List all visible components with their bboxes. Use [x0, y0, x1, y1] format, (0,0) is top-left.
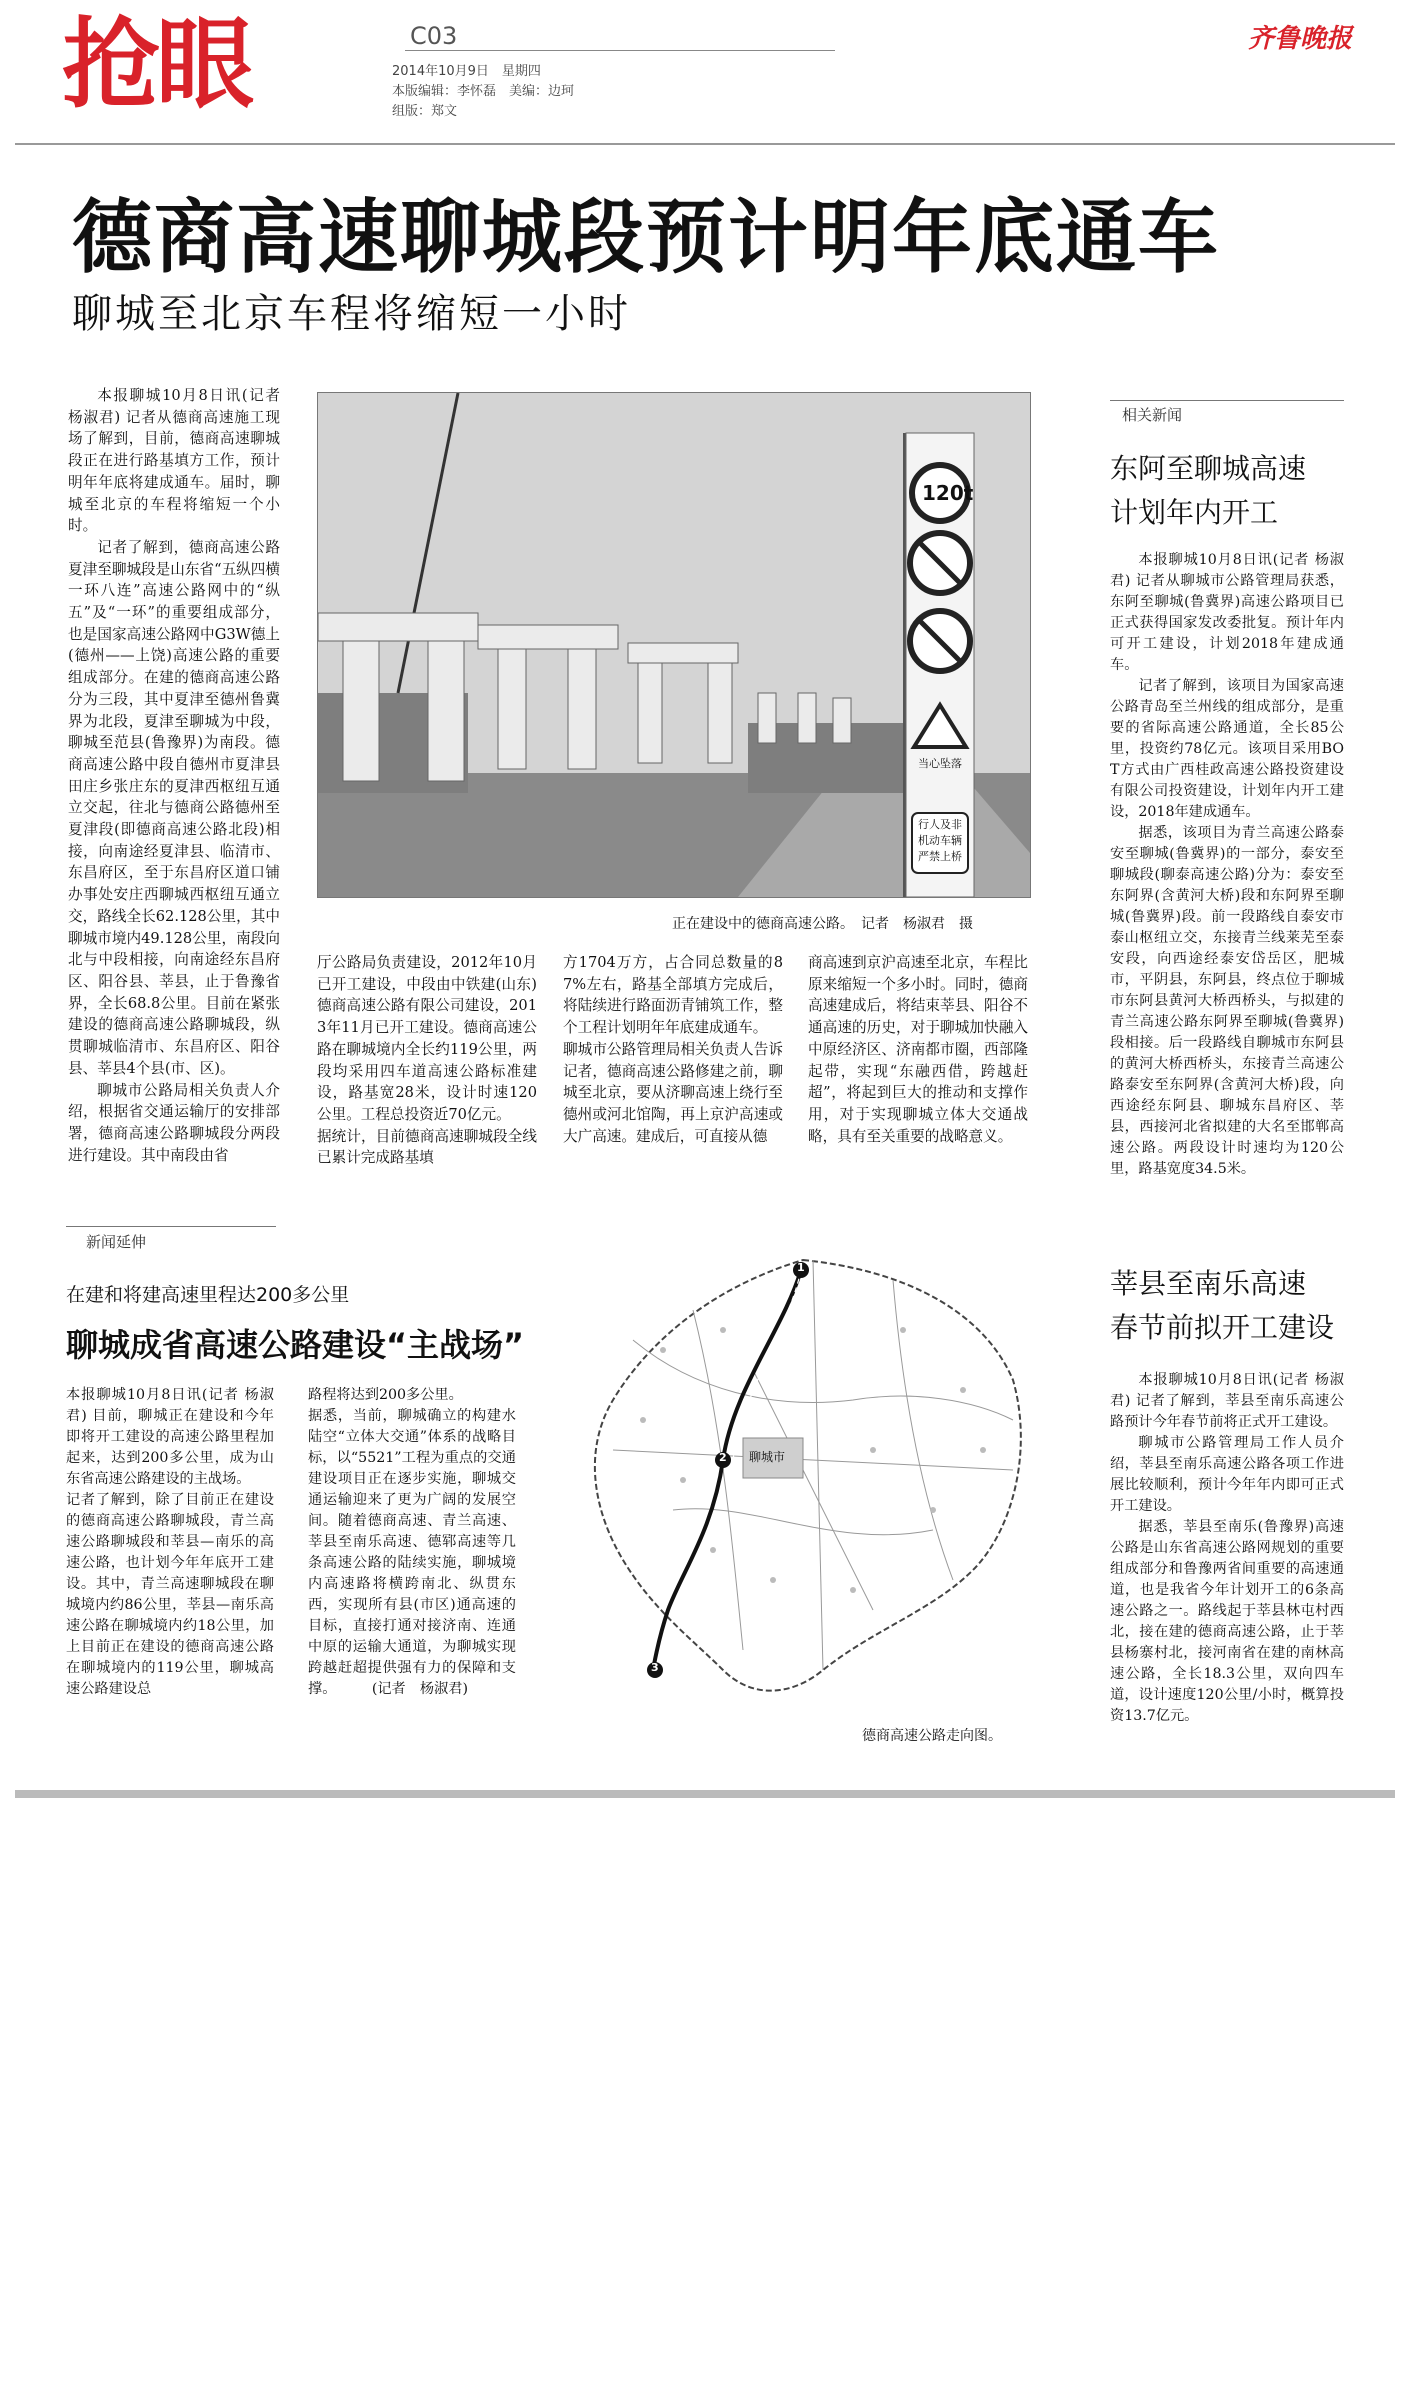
sidebar-story2-title-line2: 春节前拟开工建设 — [1110, 1311, 1335, 1344]
sidebar-section-label: 相关新闻 — [1122, 406, 1183, 424]
article-headline: 德商高速聊城段预计明年底通车 — [72, 191, 1220, 284]
extension-kicker: 在建和将建高速里程达200多公里 — [66, 1284, 350, 1306]
warning-sign-label: 当心坠落 — [918, 757, 962, 770]
map-city-label: 聊城市 — [749, 1450, 786, 1464]
route-map — [573, 1250, 1035, 1710]
article-paragraph: 聊城市公路局相关负责人介绍，根据省交通运输厅的安排部署，德商高速公路聊城段分两段进行建设。其中南段由省 — [68, 1081, 280, 1164]
article-subhead: 聊城至北京车程将缩短一小时 — [72, 291, 631, 337]
section-masthead-title: 抢眼 — [62, 8, 251, 122]
route-marker-2: 2 — [719, 1451, 727, 1464]
article-column-4: 商高速到京沪高速至北京，车程比原来缩短一个多小时。同时，德商高速建成后，将结束莘县、阳谷不通高速的历史，对于聊城加快融入中原经济区、济南都市圈，西部隆起带，实现“东融西借，跨越赶超”，将起到巨大的推动和支撑作用，对于实现聊城立体大交通战略，具有至关重要的战略意义。 — [808, 954, 1028, 1145]
sidebar-paragraph: 据悉，该项目为青兰高速公路泰安至聊城(鲁冀界)的一部分，泰安至聊城段(聊泰高速公路)分为：泰安至东阿界(含黄河大桥)段和东阿界至聊城(鲁冀界)段。前一段路线自泰安市泰山枢纽立交，东接青兰线莱芜至泰安段，向西途经泰安岱岳区，肥城市，平阴县，东阿县，终点位于聊城市东阿县黄河大桥西桥头，与拟建的青兰高速公路东阿界至聊城(鲁冀界)段相接。后一段路线自聊城市东阿县的黄河大桥西桥头，东接青兰高速公路泰安至东阿界(含黄河大桥)段，向西途经东阿县、聊城东昌府区、莘县，西接河北省拟建的大名至邯郸高速公路。两段设计时速均为120公里，路基宽度34.5米。 — [1110, 825, 1344, 1177]
extension-section-label: 新闻延伸 — [86, 1233, 147, 1251]
newspaper-brand-logo: 齐鲁晚报 — [1248, 24, 1353, 54]
sidebar-story1-body — [1110, 550, 1344, 1180]
sidebar-story1-title-line1: 东阿至聊城高速 — [1110, 452, 1307, 485]
extension-rule — [66, 1226, 276, 1227]
header-divider — [405, 50, 835, 51]
article-paragraph: 本报聊城10月8日讯(记者 杨淑君) 记者从德商高速施工现场了解到，目前，德商高速聊城段正在进行路基填方工作，预计明年年底将建成通车。届时，聊城至北京的车程将缩短一个小时。 — [68, 387, 280, 535]
article-paragraph: 记者了解到，德商高速公路夏津至聊城段是山东省“五纵四横一环八连”高速公路网中的“纵五”及“一环”的重要组成部分，也是国家高速公路网中G3W德上(德州——上饶)高速公路的重要组成部分。在建的德商高速公路分为三段，其中夏津至德州鲁冀界为北段，夏津至聊城为中段，聊城至范县(鲁豫界)为南段。德商高速公路中段自德州市夏津县田庄乡张庄东的夏津西枢纽互通立交起，往北与德商公路德州至夏津段(即德商高速公路北段)相接，向南途经夏津县、临清市、东昌府区，至于东昌府区道口铺办事处安庄西聊城西枢纽互通立交，路线全长62.128公里，其中聊城市境内49.128公里，南段向北与中段相接，向南途经东昌府区、阳谷县、莘县，止于鲁豫省界，全长68.8公里。目前在紧张建设的德商高速公路聊城段，纵贯聊城临清市、东昌府区、阳谷县、莘县4个县(市、区)。 — [68, 538, 280, 1077]
sidebar-paragraph: 本报聊城10月8日讯(记者 杨淑君) 记者从聊城市公路管理局获悉，东阿至聊城(鲁冀界)高速公路项目已正式获得国家发改委批复。预计年内可开工建设，计划2018年建成通车。 — [1110, 552, 1344, 673]
sidebar-story2-body — [1110, 1370, 1344, 1727]
route-marker-3: 3 — [651, 1661, 659, 1674]
article-column-1 — [68, 385, 280, 1166]
page-bottom-rule — [15, 1790, 1395, 1798]
sidebar-paragraph: 本报聊城10月8日讯(记者 杨淑君) 记者了解到，莘县至南乐高速公路预计今年春节前将正式开工建设。 — [1110, 1372, 1344, 1430]
route-marker-1: 1 — [797, 1261, 805, 1274]
article-column-3: 方1704万方，占合同总数量的87%左右，路基全部填方完成后，将陆续进行路面沥青铺筑工作，整个工程计划明年年底建成通车。 聊城市公路管理局相关负责人告诉记者，德商高速公路修建之前，聊城至北京，要从济聊高速上绕行至德州或河北馆陶，再上京沪高速或大广高速。建成后，可直接从德 — [563, 954, 783, 1145]
issue-date: 2014年10月9日 星期四 — [392, 64, 541, 79]
sidebar-rule — [1110, 400, 1344, 401]
sidebar-paragraph: 记者了解到，该项目为国家高速公路青岛至兰州线的组成部分，是重要的省际高速公路通道，全长85公里，投资约78亿元。该项目采用BOT方式由广西桂政高速公路投资建设有限公司投资建设，计划年内开工建设，2018年建成通车。 — [1110, 678, 1344, 820]
extension-column-1: 本报聊城10月8日讯(记者 杨淑君) 目前，聊城正在建设和今年即将开工建设的高速公路里程加起来，达到200多公里，成为山东省高速公路建设的主战场。 记者了解到，除了目前正在建设的德商高速公路聊城段，青兰高速公路聊城段和莘县—南乐的高速公路，也计划今年年底开工建设。其中，青兰高速聊城段在聊城境内约86公里，莘县—南乐高速公路在聊城境内约18公里，加上目前正在建设的德商高速公路在聊城境内的119公里，聊城高速公路建设总 — [66, 1387, 274, 1697]
editor-credits: 本版编辑：李怀磊 美编：边珂 — [392, 84, 575, 99]
construction-photo — [317, 392, 1031, 898]
sidebar-story1-title-line2: 计划年内开工 — [1110, 496, 1279, 529]
sidebar-story2-title-line1: 莘县至南乐高速 — [1110, 1267, 1307, 1300]
photo-caption: 正在建设中的德商高速公路。 记者 杨淑君 摄 — [672, 916, 973, 932]
extension-column-2: 路程将达到200多公里。 据悉，当前，聊城确立的构建水陆空“立体大交通”体系的战略目标，以“5521”工程为重点的交通建设项目正在逐步实施，聊城交通运输迎来了更为广阔的发展空间。随着德商高速、青兰高速、莘县至南乐高速、德郓高速等几条高速公路的陆续实施，聊城境内高速路将横跨南北、纵贯东西，实现所有县(市区)通高速的目标，直接打通对接济南、连通中原的运输大通道，为聊城实现跨越赶超提供强有力的保障和支撑。 (记者 杨淑君) — [308, 1387, 516, 1697]
route-map-drawing — [573, 1250, 1035, 1710]
sidebar-paragraph: 聊城市公路管理局工作人员介绍，莘县至南乐高速公路各项工作进展比较顺利，预计今年年内即可正式开工建设。 — [1110, 1435, 1344, 1514]
masthead-rule — [15, 143, 1395, 145]
page-code: C03 — [410, 22, 458, 50]
map-caption: 德商高速公路走向图。 — [862, 1728, 1002, 1744]
no-pedestrians-sign: 行人及非机动车辆严禁上桥 — [918, 818, 962, 863]
sidebar-paragraph: 据悉，莘县至南乐(鲁豫界)高速公路是山东省高速公路网规划的重要组成部分和鲁豫两省间重要的高速通道，也是我省今年计划开工的6条高速公路之一。路线起于莘县林屯村西北，接在建的德商高速公路，止于莘县杨寨村北，接河南省在建的南林高速公路，全长18.3公里，双向四车道，设计速度120公里/小时，概算投资13.7亿元。 — [1110, 1519, 1344, 1724]
extension-headline: 聊城成省高速公路建设“主战场” — [66, 1326, 525, 1364]
layout-credit: 组版：郑文 — [392, 104, 458, 119]
weight-limit-sign: 120t — [922, 481, 974, 505]
article-column-2: 厅公路局负责建设，2012年10月已开工建设，中段由中铁建(山东)德商高速公路有限公司建设，2013年11月已开工建设。德商高速公路在聊城境内全长约119公里，两段均采用四车道高速公路标准建设，路基宽28米，设计时速120公里。工程总投资近70亿元。 据统计，目前德商高速聊城段全线已累计完成路基填 — [317, 954, 537, 1167]
